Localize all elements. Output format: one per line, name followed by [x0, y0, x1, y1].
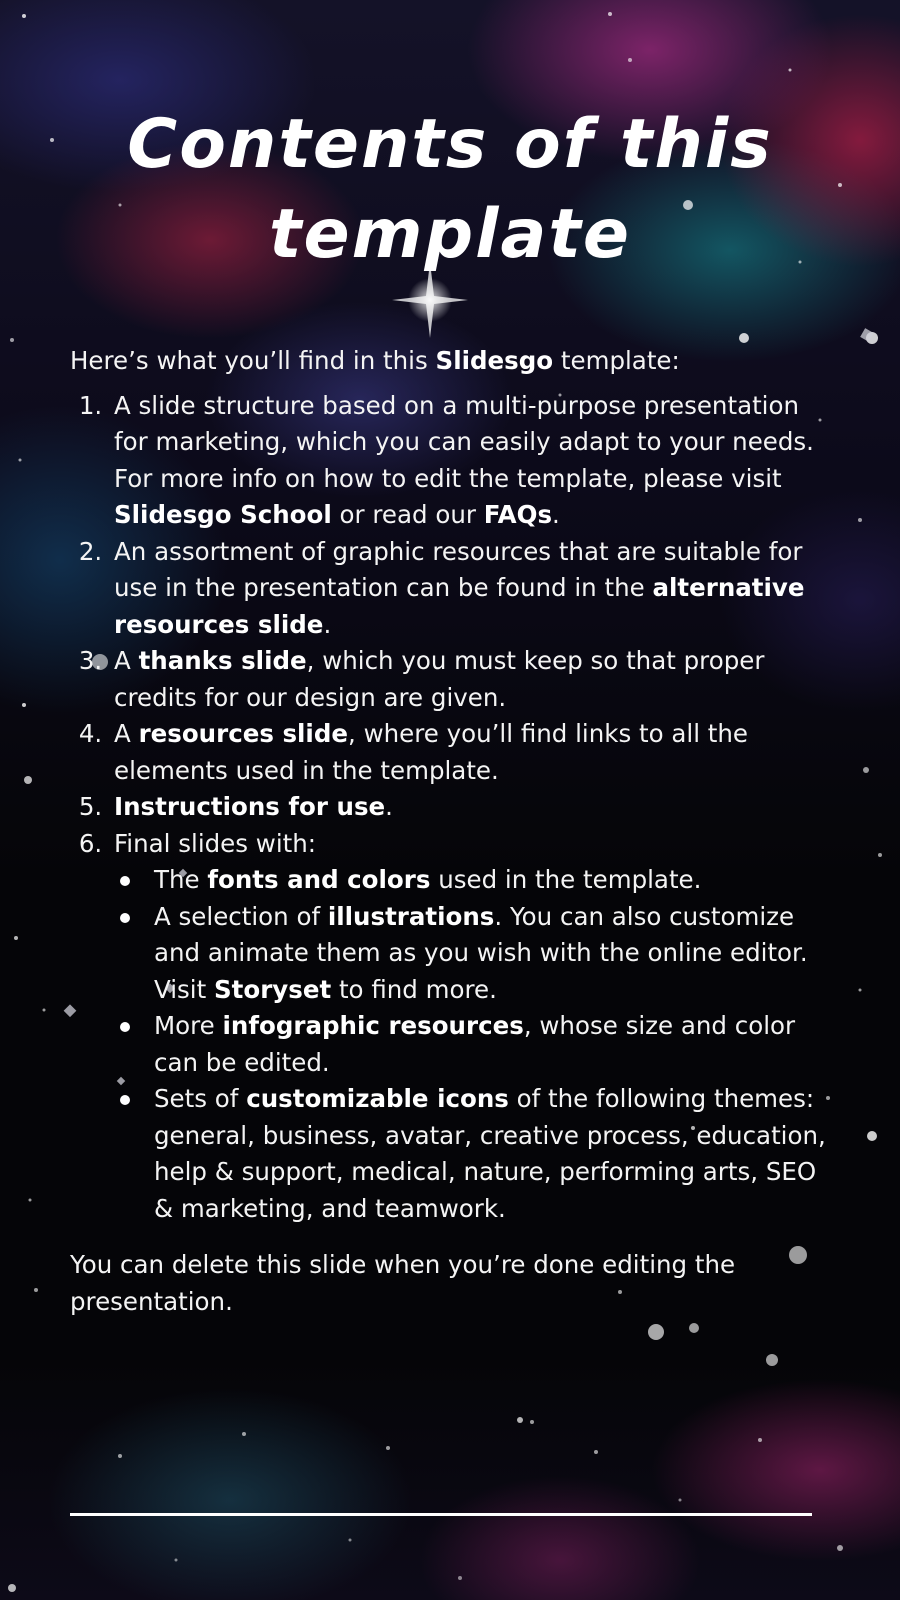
list-item: 2. An assortment of graphic resources that are suitable for use in the presentation can be found in the alternative resources slide. [110, 534, 830, 644]
brand-name: Slidesgo [435, 346, 554, 375]
content-body [70, 343, 830, 1320]
link-faqs[interactable]: FAQs [483, 500, 553, 529]
slide-title: Contents of this template [127, 105, 773, 274]
sublist-item: Sets of customizable icons of the following themes: general, business, avatar, creative process, education, help & support, medical, nature, performing arts, SEO & marketing, and teamwork. [150, 1081, 830, 1227]
link-slidesgo-school[interactable]: Slidesgo School [114, 500, 332, 529]
contents-list [70, 388, 830, 1228]
list-item: 4. A resources slide, where you’ll find links to all the elements used in the template. [110, 716, 830, 789]
bold-term: illustrations [327, 901, 495, 931]
bold-term: fonts and colors [207, 865, 431, 894]
bold-term: thanks slide [138, 646, 307, 675]
list-item: 5. Instructions for use. [110, 789, 830, 826]
sublist-item: More infographic resources, whose size and color can be edited. [150, 1008, 830, 1081]
sublist-item: The fonts and colors used in the template. [150, 862, 830, 899]
list-item: 1. A slide structure based on a multi-purpose presentation for marketing, which you can easily adapt to your needs. For more info on how to edit the template, please visit Slidesgo School or read our FAQs. [110, 388, 830, 534]
link-storyset[interactable]: Storyset [214, 974, 332, 1004]
closing-text: You can delete this slide when you’re done editing the presentation. [70, 1250, 736, 1316]
final-slides-sublist [114, 862, 830, 1227]
sublist-item: A selection of illustrations. You can also customize and animate them as you wish with the online editor. Visit Storyset to find more. [150, 899, 830, 1009]
list-item: 3. A thanks slide, which you must keep so that proper credits for our design are given. [110, 643, 830, 716]
list-item: 6. Final slides with: The fonts and colors used in the template. A selection of illustrations. You can also customize and animate them as you wish with the online editor. Visit Storyset to find more. More infographic resources, whose size and color can be edited. Sets of customizable icons of the following themes: general, business, avatar, creative process, education, help & support, medical, nature, performing arts, SEO & marketing, and teamwork. [110, 826, 830, 1228]
bold-term: Instructions for use [114, 792, 386, 821]
bold-term: resources slide [138, 719, 348, 748]
bottom-divider [70, 1513, 812, 1516]
intro-text: Here’s what you’ll find in this Slidesgo template: [70, 346, 680, 375]
bold-term: alternative resources slide [114, 573, 805, 639]
bold-term: customizable icons [246, 1084, 509, 1113]
bold-term: infographic resources [222, 1011, 524, 1040]
